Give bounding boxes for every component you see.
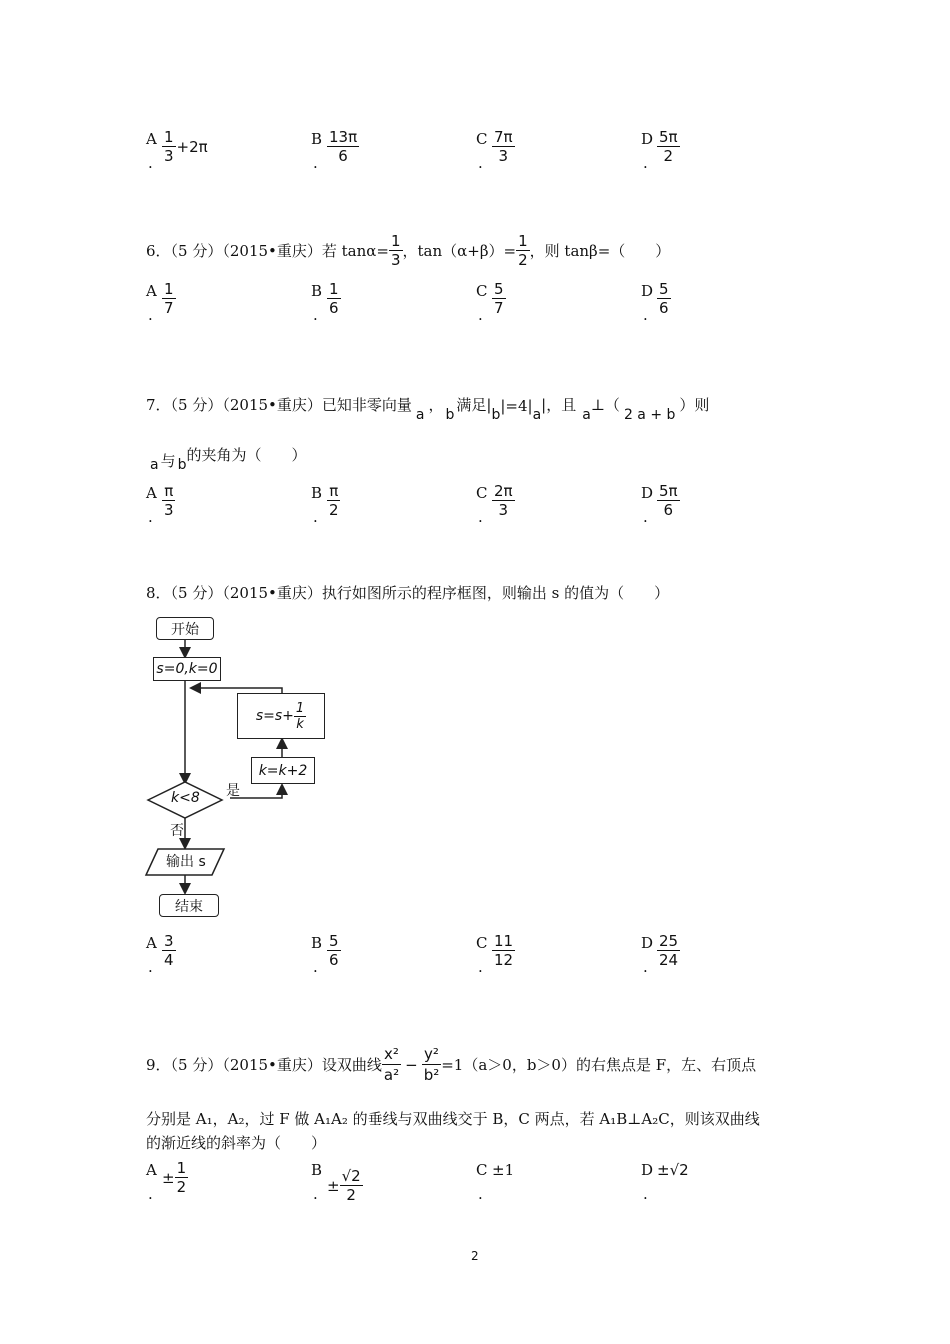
- option-fraction: $\frac{√2}{2}$: [341, 1167, 361, 1204]
- q9-minus: −: [405, 1055, 418, 1074]
- option-dot: .: [643, 1185, 648, 1203]
- option-fraction: $\frac{7\pi}{3}$: [494, 128, 513, 165]
- option-letter: D: [641, 1161, 654, 1179]
- flow-condition: k<8: [171, 790, 200, 806]
- option-letter: A: [146, 484, 157, 502]
- option-dot: .: [148, 306, 153, 324]
- option-tail: +2π: [176, 137, 208, 156]
- option-letter: A: [146, 130, 157, 148]
- option-dot: .: [313, 958, 318, 976]
- vector-b: b: [445, 407, 455, 423]
- option-letter: A: [146, 1161, 157, 1179]
- flow-end: 结束: [159, 894, 219, 917]
- option-fraction: $\frac{11}{12}$: [494, 932, 514, 969]
- q7-with: 与: [160, 452, 176, 470]
- option-fraction: $\frac{3}{4}$: [164, 932, 174, 969]
- q7-stem-line2: [146, 444, 307, 473]
- option-value: ±1: [492, 1161, 515, 1179]
- flow-start: 开始: [156, 617, 214, 640]
- q9-stem-line3: 的渐近线的斜率为（ ）: [146, 1134, 327, 1152]
- q6-mid: ，tan（α+β）=: [402, 242, 517, 260]
- q7-stem-line1: [146, 394, 710, 423]
- option-fraction: $\frac{5}{6}$: [659, 280, 669, 317]
- option-dot: .: [643, 508, 648, 526]
- option-dot: .: [643, 306, 648, 324]
- option-fraction: $\frac{1}{7}$: [164, 280, 174, 317]
- q9-fraction-y: $\frac{\text{y²}}{\text{b²}}$: [423, 1045, 440, 1084]
- option-prefix: ±: [162, 1168, 175, 1187]
- option-dot: .: [478, 508, 483, 526]
- option-letter: B: [311, 934, 323, 952]
- q9-stem-line2: 分别是 A₁，A₂，过 F 做 A₁A₂ 的垂线与双曲线交于 B，C 两点，若 A₁B⊥A₂C，则该双曲线: [146, 1110, 760, 1128]
- q9-stem-line1: [146, 1044, 756, 1085]
- option-letter: D: [641, 130, 654, 148]
- option-dot: .: [478, 306, 483, 324]
- flow-yes-label: 是: [226, 783, 240, 799]
- option-dot: .: [478, 154, 483, 172]
- vector-a: a: [582, 407, 591, 423]
- q9-suffix: =1（a＞0，b＞0）的右焦点是 F，左、右顶点: [441, 1056, 757, 1074]
- option-letter: C: [476, 130, 488, 148]
- option-letter: B: [311, 1161, 323, 1179]
- option-fraction: $\frac{25}{24}$: [659, 932, 679, 969]
- flow-output: 输出 s: [166, 854, 206, 870]
- flow-no-label: 否: [170, 823, 184, 839]
- option-letter: D: [641, 484, 654, 502]
- option-fraction: $\frac{1}{6}$: [329, 280, 339, 317]
- option-fraction: $\frac{13\pi}{6}$: [329, 128, 358, 165]
- option-fraction: $\frac{2\pi}{3}$: [494, 482, 513, 519]
- q7-prefix: 7．（5 分）（2015•重庆）已知非零向量: [146, 396, 412, 414]
- option-dot: .: [313, 306, 318, 324]
- option-fraction: $\frac{5}{7}$: [494, 280, 504, 317]
- option-prefix: ±: [327, 1176, 340, 1195]
- vector-b: b: [491, 407, 501, 423]
- q7-line2-rest: 的夹角为（ ）: [186, 446, 307, 464]
- q7-close: ）则: [679, 396, 710, 414]
- option-dot: .: [643, 958, 648, 976]
- option-letter: D: [641, 282, 654, 300]
- vector-a: a: [415, 407, 425, 423]
- q6-prefix: 6．（5 分）（2015•重庆）若 tanα=: [146, 242, 389, 260]
- page-number: 2: [471, 1249, 479, 1263]
- q8-stem: 8．（5 分）（2015•重庆）执行如图所示的程序框图，则输出 s 的值为（ ）: [146, 584, 670, 602]
- option-dot: .: [148, 154, 153, 172]
- option-letter: C: [476, 282, 488, 300]
- q7-abs-end: |，且: [541, 396, 577, 414]
- q7-satisfy: 满足|: [456, 396, 492, 414]
- q7-perp: ⊥（: [590, 396, 620, 414]
- option-letter: B: [311, 130, 323, 148]
- option-dot: .: [478, 958, 483, 976]
- option-letter: C: [476, 934, 488, 952]
- q7-eq4: |=4|: [500, 397, 533, 415]
- option-fraction: $\frac{5\pi}{2}$: [659, 128, 678, 165]
- q9-fraction-x: $\frac{\text{x²}}{\text{a²}}$: [383, 1045, 400, 1084]
- option-dot: .: [148, 508, 153, 526]
- q6-suffix: ，则 tanβ=（ ）: [529, 242, 671, 260]
- vector-b: b: [177, 457, 187, 473]
- flow-init: s=0,k=0: [153, 657, 221, 681]
- option-fraction: $\frac{1}{3}$: [164, 128, 174, 165]
- option-dot: .: [148, 958, 153, 976]
- flow-update-s: s=s+ $\frac{1}{k}$: [237, 693, 325, 739]
- option-dot: .: [148, 1185, 153, 1203]
- flow-update-k: k=k+2: [251, 757, 315, 784]
- option-letter: B: [311, 282, 323, 300]
- option-letter: B: [311, 484, 323, 502]
- option-dot: .: [643, 154, 648, 172]
- vector-a: a: [150, 457, 159, 473]
- option-dot: .: [478, 1185, 483, 1203]
- q6-stem: [146, 232, 670, 269]
- q6-fraction-1: $\frac{1}{3}$: [390, 232, 401, 269]
- q9-prefix: 9．（5 分）（2015•重庆）设双曲线: [146, 1056, 382, 1074]
- option-fraction: $\frac{5\pi}{6}$: [659, 482, 678, 519]
- option-dot: .: [313, 1185, 318, 1203]
- option-value: ±√2: [657, 1161, 689, 1179]
- option-letter: A: [146, 934, 157, 952]
- option-letter: C: [476, 484, 488, 502]
- vector-a: a: [532, 407, 542, 423]
- option-fraction: $\frac{5}{6}$: [329, 932, 339, 969]
- vector-sum: 2 a + b: [623, 407, 676, 423]
- option-letter: A: [146, 282, 157, 300]
- option-fraction: $\frac{\pi}{2}$: [329, 482, 339, 519]
- option-letter: C: [476, 1161, 488, 1179]
- option-fraction: $\frac{1}{2}$: [176, 1159, 187, 1196]
- q6-fraction-2: $\frac{1}{2}$: [518, 232, 528, 269]
- q7-comma: ，: [428, 396, 444, 414]
- option-fraction: $\frac{\pi}{3}$: [164, 482, 174, 519]
- option-dot: .: [313, 154, 318, 172]
- option-dot: .: [313, 508, 318, 526]
- option-letter: D: [641, 934, 654, 952]
